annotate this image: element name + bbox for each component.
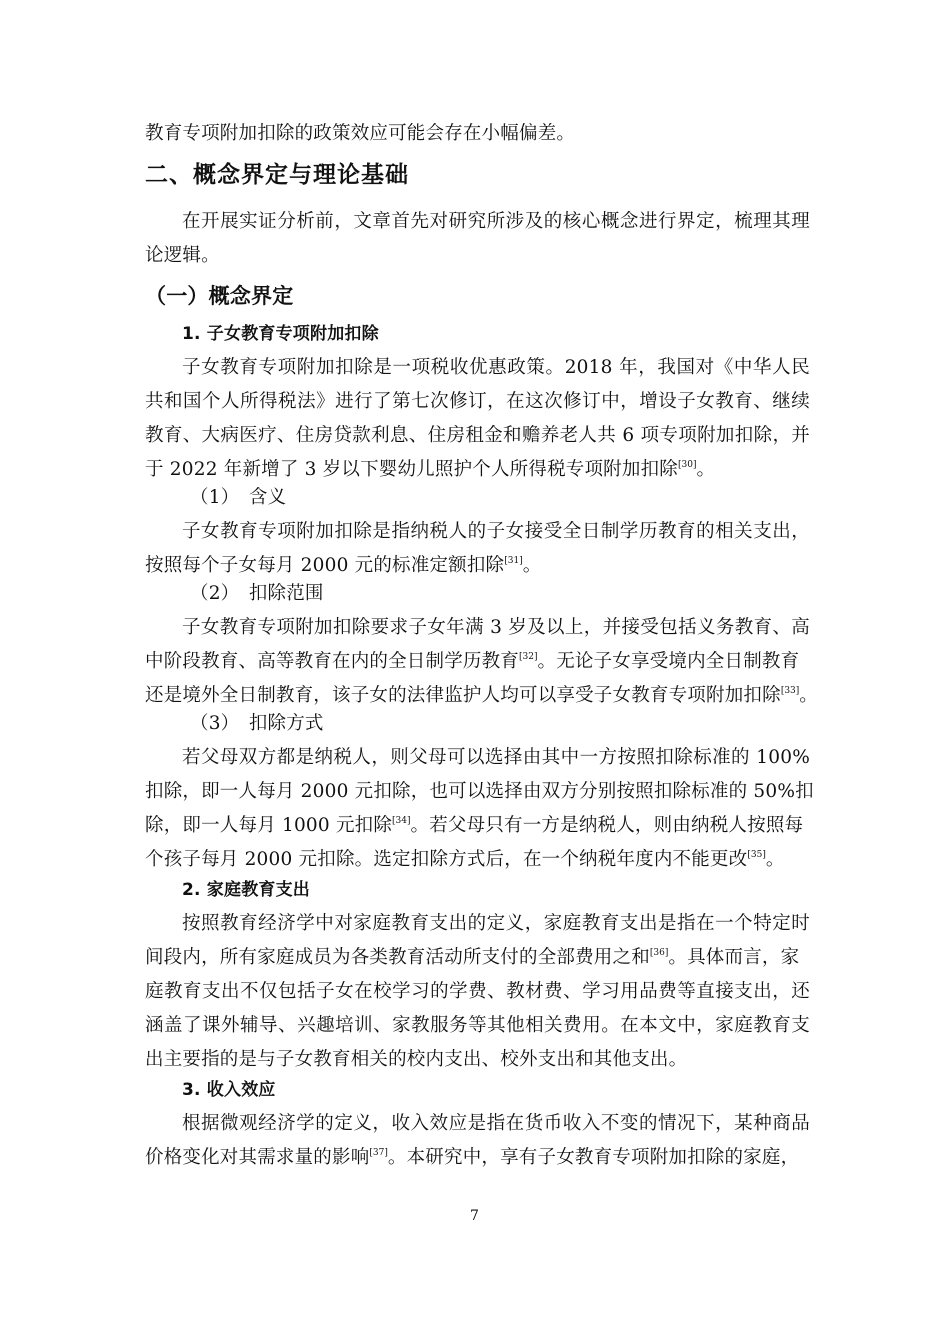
item-heading: 1. 子女教育专项附加扣除	[182, 324, 379, 344]
citation-ref: [32]	[519, 652, 538, 662]
citation-ref: [33]	[780, 686, 800, 696]
item-heading: 2. 家庭教育支出	[182, 880, 311, 900]
paragraph-line: 庭教育支出不仅包括子女在校学习的学费、教材费、学习用品费等直接支出，还	[145, 981, 810, 1002]
paragraph-line: 间段内，所有家庭成员为各类教育活动所支付的全部费用之和[36]。具体而言，家	[145, 947, 800, 968]
paragraph-line: 论逻辑。	[145, 245, 220, 266]
citation-ref: [37]	[369, 1148, 388, 1158]
item-heading: 3. 收入效应	[182, 1080, 276, 1100]
paragraph-line: 扣除，即一人每月 2000 元扣除，也可以选择由双方分别按照扣除标准的 50%扣	[145, 781, 814, 802]
paragraph-line: 还是境外全日制教育，该子女的法律监护人均可以享受子女教育专项附加扣除[33]。	[145, 685, 818, 706]
paragraph-line: 涵盖了课外辅导、兴趣培训、家教服务等其他相关费用。在本文中，家庭教育支	[145, 1015, 810, 1036]
sub-item-heading: （2） 扣除范围	[190, 583, 324, 604]
sub-item-heading: （3） 扣除方式	[190, 713, 324, 734]
paragraph-line: 按照教育经济学中对家庭教育支出的定义，家庭教育支出是指在一个特定时	[182, 913, 810, 934]
paragraph-line: 教育、大病医疗、住房贷款利息、住房租金和赡养老人共 6 项专项附加扣除，并	[145, 425, 810, 446]
paragraph-line: 子女教育专项附加扣除是一项税收优惠政策。2018 年，我国对《中华人民	[182, 357, 810, 378]
paragraph-line: 出主要指的是与子女教育相关的校内支出、校外支出和其他支出。	[145, 1049, 688, 1070]
paragraph-line: 若父母双方都是纳税人，则父母可以选择由其中一方按照扣除标准的 100%	[182, 747, 810, 768]
paragraph-line: 教育专项附加扣除的政策效应可能会存在小幅偏差。	[145, 123, 576, 144]
citation-ref: [36]	[649, 948, 669, 958]
paragraph-line: 价格变化对其需求量的影响[37]。本研究中，享有子女教育专项附加扣除的家庭，	[145, 1147, 800, 1168]
paragraph-line: 子女教育专项附加扣除是指纳税人的子女接受全日制学历教育的相关支出，	[182, 521, 810, 542]
citation-ref: [30]	[677, 460, 697, 470]
paragraph-line: 于 2022 年新增了 3 岁以下婴幼儿照护个人所得税专项附加扣除[30]。	[145, 459, 716, 480]
paragraph-line: 除，即一人每月 1000 元扣除[34]。若父母只有一方是纳税人，则由纳税人按照每	[145, 815, 804, 836]
citation-ref: [34]	[392, 816, 411, 826]
paragraph-line: 共和国个人所得税法》进行了第七次修订，在这次修订中，增设子女教育、继续	[145, 391, 810, 412]
paragraph-line: 根据微观经济学的定义，收入效应是指在货币收入不变的情况下，某种商品	[182, 1113, 810, 1134]
paragraph-line: 在开展实证分析前，文章首先对研究所涉及的核心概念进行界定，梳理其理	[182, 211, 810, 232]
paragraph-line: 个孩子每月 2000 元扣除。选定扣除方式后，在一个纳税年度内不能更改[35]。	[145, 849, 785, 870]
section-heading: 二、概念界定与理论基础	[145, 162, 409, 188]
subsection-heading: （一）概念界定	[145, 284, 294, 308]
paragraph-line: 中阶段教育、高等教育在内的全日制学历教育[32]。无论子女享受境内全日制教育	[145, 651, 800, 672]
paragraph-line: 按照每个子女每月 2000 元的标准定额扣除[31]。	[145, 555, 542, 576]
page-number: 7	[470, 1208, 479, 1224]
sub-item-heading: （1） 含义	[190, 487, 287, 508]
citation-ref: [35]	[747, 850, 766, 860]
citation-ref: [31]	[504, 556, 523, 566]
paragraph-line: 子女教育专项附加扣除要求子女年满 3 岁及以上，并接受包括义务教育、高	[182, 617, 810, 638]
